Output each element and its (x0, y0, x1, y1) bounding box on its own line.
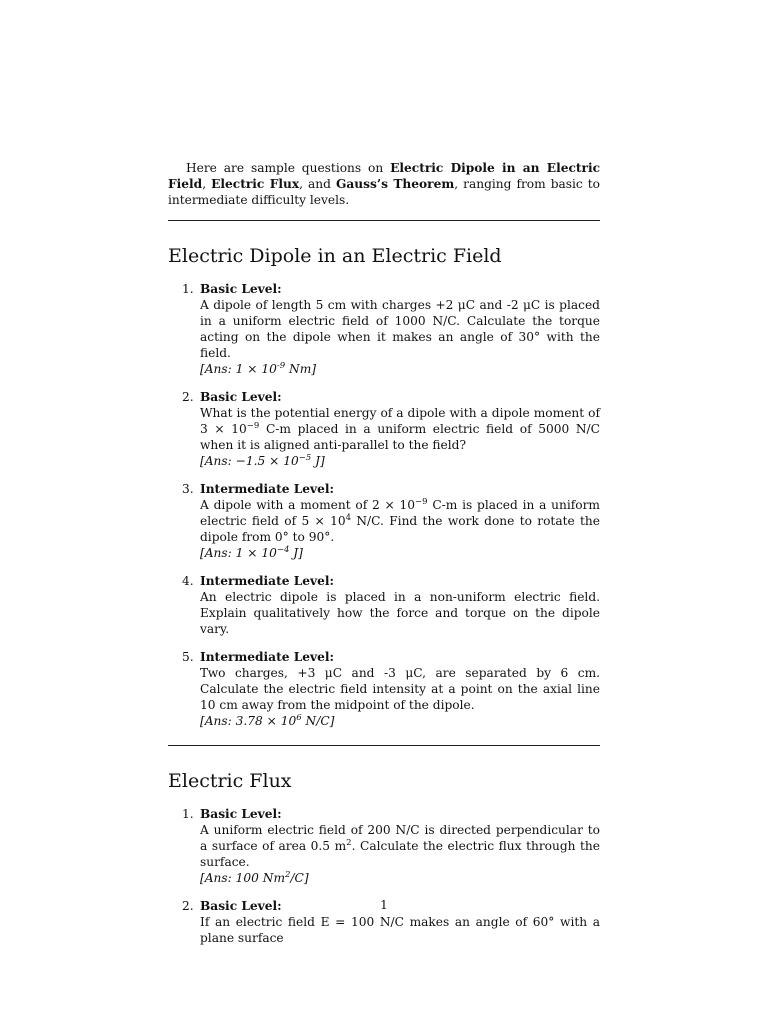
question-text-part: C-m is placed in a uniform electric field of 5 × 10 (200, 498, 600, 528)
question-exponent: −9 (415, 497, 428, 507)
document-page (168, 160, 600, 958)
question-level: Intermediate Level: (200, 574, 334, 588)
question-text (200, 497, 600, 545)
answer-text: Nm] (285, 362, 317, 376)
answer-text: /C] (290, 871, 309, 885)
question-level: Basic Level: (200, 807, 282, 821)
question-text: Two charges, +3 μC and -3 μC, are separated by 6 cm. Calculate the electric field intensity at a point on the axial line 10 cm away from the midpoint of the dipole. (200, 666, 600, 712)
answer-text: [Ans: 1 × 10 (200, 546, 277, 560)
question-item (168, 481, 600, 561)
answer-exponent: −5 (298, 453, 312, 463)
answer-text: [Ans: 3.78 × 10 (200, 714, 297, 728)
question-number: 3. (182, 482, 194, 496)
question-answer (200, 545, 600, 561)
question-level: Basic Level: (200, 390, 282, 404)
question-answer (200, 870, 600, 886)
answer-text: [Ans: 100 Nm (200, 871, 285, 885)
question-text-part: . Calculate the electric flux through the surface. (200, 839, 600, 869)
question-answer (200, 713, 600, 729)
answer-exponent: −4 (276, 545, 290, 555)
intro-text: , ranging from basic to intermediate difficulty levels. (168, 177, 600, 207)
intro-paragraph (168, 160, 600, 208)
question-item (168, 573, 600, 637)
question-text-part: A uniform electric field of 200 N/C is directed perpendicular to a surface of area 0.5 m (200, 823, 600, 853)
page-number: 1 (380, 898, 388, 912)
question-item (168, 649, 600, 729)
section-title-flux: Electric Flux (168, 770, 292, 792)
divider (168, 220, 600, 221)
question-text-part: A dipole with a moment of 2 × 10 (200, 498, 416, 512)
question-text: If an electric field E = 100 N/C makes an angle of 60° with a plane surface (200, 915, 600, 945)
question-number: 1. (182, 807, 194, 821)
question-number: 5. (182, 650, 194, 664)
answer-text: J] (289, 546, 303, 560)
question-list-flux (168, 806, 600, 946)
answer-exponent: 6 (296, 713, 302, 723)
answer-text: N/C] (301, 714, 335, 728)
answer-text: [Ans: 1 × 10 (200, 362, 277, 376)
section-title-dipole: Electric Dipole in an Electric Field (168, 245, 502, 267)
question-number: 2. (182, 899, 194, 913)
divider (168, 745, 600, 746)
intro-bold-flux: Electric Flux (211, 177, 300, 191)
question-item (168, 281, 600, 377)
question-text-part: C-m placed in a uniform electric field of 5000 N/C when it is aligned anti-parallel to the field? (200, 422, 600, 452)
question-exponent: 2 (346, 838, 352, 848)
question-answer (200, 453, 600, 469)
question-number: 1. (182, 282, 194, 296)
question-text (200, 405, 600, 453)
answer-exponent: 2 (285, 870, 291, 880)
intro-bold-dipole: Electric Dipole in an Electric Field (168, 161, 600, 191)
question-text: A dipole of length 5 cm with charges +2 μC and -2 μC is placed in a uniform electric field of 1000 N/C. Calculate the torque acting on the dipole when it makes an angle of 30° with the field. (200, 298, 600, 360)
question-exponent: 4 (345, 513, 352, 523)
question-number: 4. (182, 574, 194, 588)
question-level: Basic Level: (200, 899, 282, 913)
question-item (168, 389, 600, 469)
question-level: Basic Level: (200, 282, 282, 296)
intro-text: , and (299, 177, 336, 191)
question-text-part: N/C. Find the work done to rotate the dipole from 0° to 90°. (200, 514, 600, 544)
question-exponent: −9 (246, 421, 260, 431)
answer-exponent: -9 (276, 361, 286, 371)
question-text (200, 822, 600, 870)
question-level: Intermediate Level: (200, 650, 334, 664)
question-text-part: What is the potential energy of a dipole with a dipole moment of 3 × 10 (200, 406, 600, 436)
answer-text: J] (311, 454, 325, 468)
intro-bold-gauss: Gauss’s Theorem (335, 177, 455, 191)
question-level: Intermediate Level: (200, 482, 334, 496)
question-answer (200, 361, 600, 377)
question-number: 2. (182, 390, 194, 404)
answer-text: [Ans: −1.5 × 10 (200, 454, 299, 468)
intro-text: , (202, 177, 212, 191)
question-list-dipole (168, 281, 600, 729)
question-text: An electric dipole is placed in a non-uniform electric field. Explain qualitatively how the force and torque on the dipole vary. (200, 590, 600, 636)
question-item (168, 806, 600, 886)
intro-text: Here are sample questions on (186, 161, 391, 175)
